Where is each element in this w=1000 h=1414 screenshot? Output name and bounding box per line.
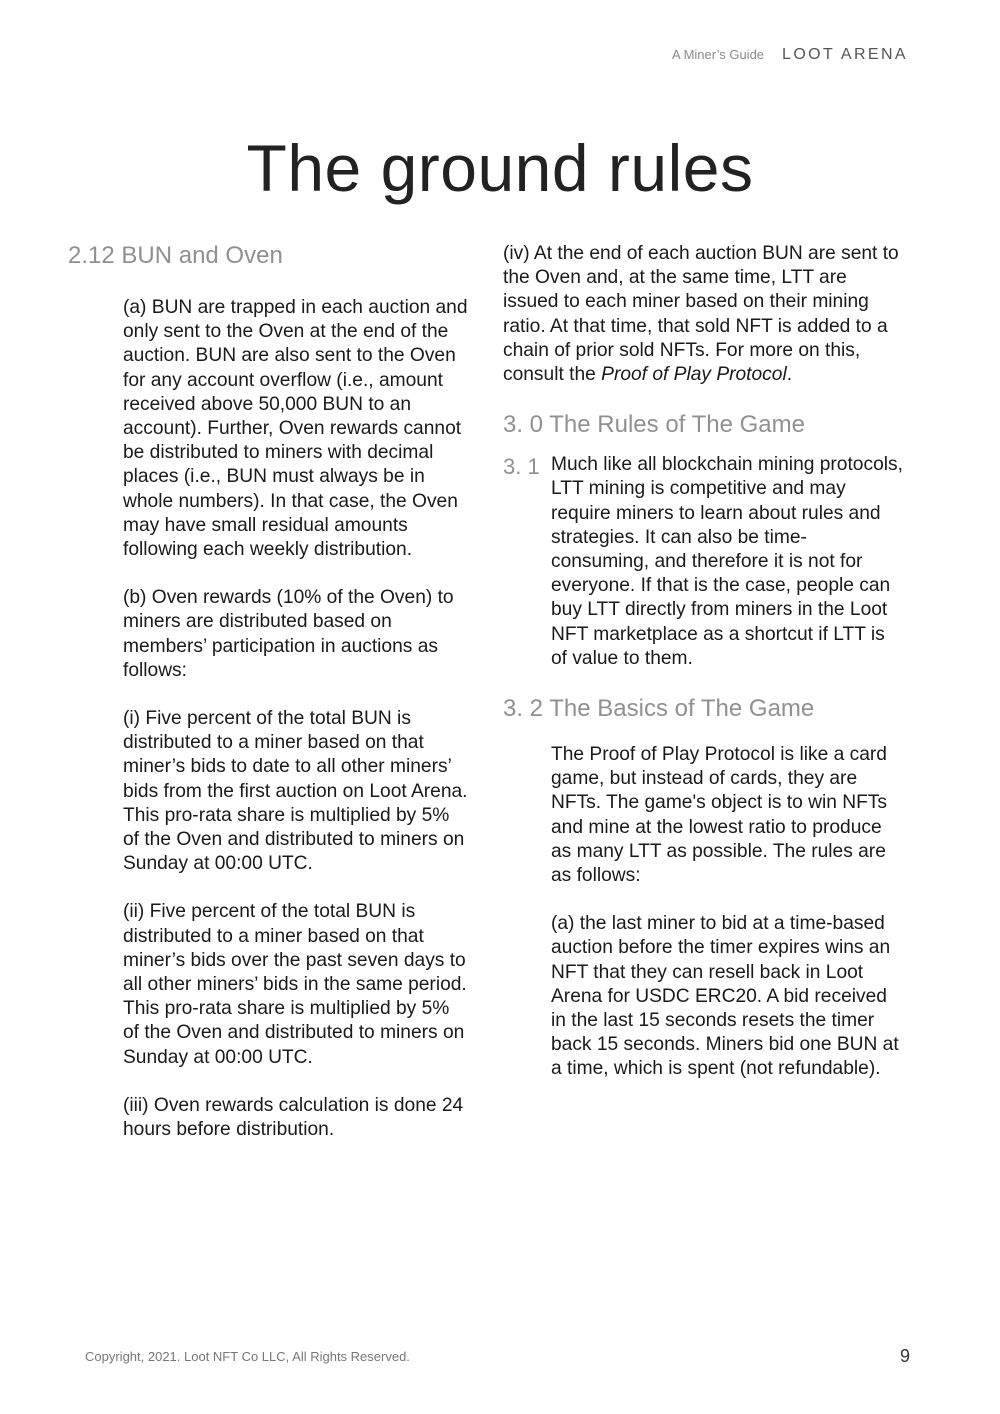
paragraph-iv-text: (iv) At the end of each auction BUN are sent to the Oven and, at the same time, LTT are issued to each miner based on their mining ratio. At that time, that sold NFT is added to a chain of prior sold NFTs. For more on this, consult the (503, 243, 899, 386)
paragraph-a: (a) BUN are trapped in each auction and only sent to the Oven at the end of the auction. BUN are also sent to the Oven for any account overflow (i.e., amount received above 50,000 BUN to an account). Further, Oven rewards cannot be distributed to miners with decimal places (i.e., BUN must always be in whole numbers). In that case, the Oven may have small residual amounts following each weekly distribution. (123, 297, 468, 561)
section-number-3-1: 3. 1 (503, 454, 540, 480)
proof-of-play-link-text: Proof of Play Protocol (601, 364, 787, 386)
copyright-notice: Copyright, 2021. Loot NFT Co LLC, All Rights Reserved. (85, 1349, 410, 1364)
page-number: 9 (899, 1346, 910, 1366)
section-3-2-intro: The Proof of Play Protocol is like a card game, but instead of cards, they are NFTs. The game's object is to win NFTs and mine at the lowest ratio to produce as many LTT as possible. The rules are as follows: (551, 744, 887, 887)
paragraph-i: (i) Five percent of the total BUN is distributed to a miner based on that miner’s bids to date to all other miners’ bids from the first auction on Loot Arena. This pro-rata share is multiplied by 5% of the Oven and distributed to miners on Sunday at 00:00 UTC. (123, 708, 468, 875)
guide-label: A Miner’s Guide (672, 47, 765, 62)
section-heading-3-2: 3. 2 The Basics of The Game (503, 695, 815, 723)
paragraph-iii: (iii) Oven rewards calculation is done 24 hours before distribution. (123, 1094, 464, 1141)
paragraph-b: (b) Oven rewards (10% of the Oven) to miners are distributed based on members’ participation in auctions as follows: (123, 587, 454, 681)
section-3-1 (503, 453, 903, 671)
section-3-2-rule-a: (a) the last miner to bid at a time-based auction before the timer expires wins an NFT that they can resell back in Loot Arena for USDC ERC20. A bid received in the last 15 seconds resets the timer back 15 seconds. Miners bid one BUN at a time, which is spent (not refundable). (551, 913, 899, 1080)
page-title: The ground rules (246, 131, 754, 205)
section-3-2-body (551, 743, 903, 1082)
section-heading-3-0: 3. 0 The Rules of The Game (503, 411, 805, 439)
paragraph-iv (503, 242, 903, 387)
paragraph-iv-end: . (786, 364, 793, 386)
page-header (672, 46, 908, 64)
section-2-12-body (123, 296, 468, 1142)
section-3-1-text: Much like all blockchain mining protocols, LTT mining is competitive and may require miners to learn about rules and strategies. It can also be time-consuming, and therefore it is not for everyone. If that is the case, people can buy LTT directly from miners in the Loot NFT marketplace as a shortcut if LTT is of value to them. (551, 454, 903, 669)
section-heading-2-12: 2.12 BUN and Oven (68, 242, 283, 269)
loot-arena-logo: LOOT ARENA (782, 46, 908, 63)
paragraph-ii: (ii) Five percent of the total BUN is distributed to a miner based on that miner’s bids over the past seven days to all other miners’ bids in the same period. This pro-rata share is multiplied by 5% of the Oven and distributed to miners on Sunday at 00:00 UTC. (123, 901, 467, 1068)
left-column (68, 240, 468, 1142)
right-column (503, 240, 903, 1082)
